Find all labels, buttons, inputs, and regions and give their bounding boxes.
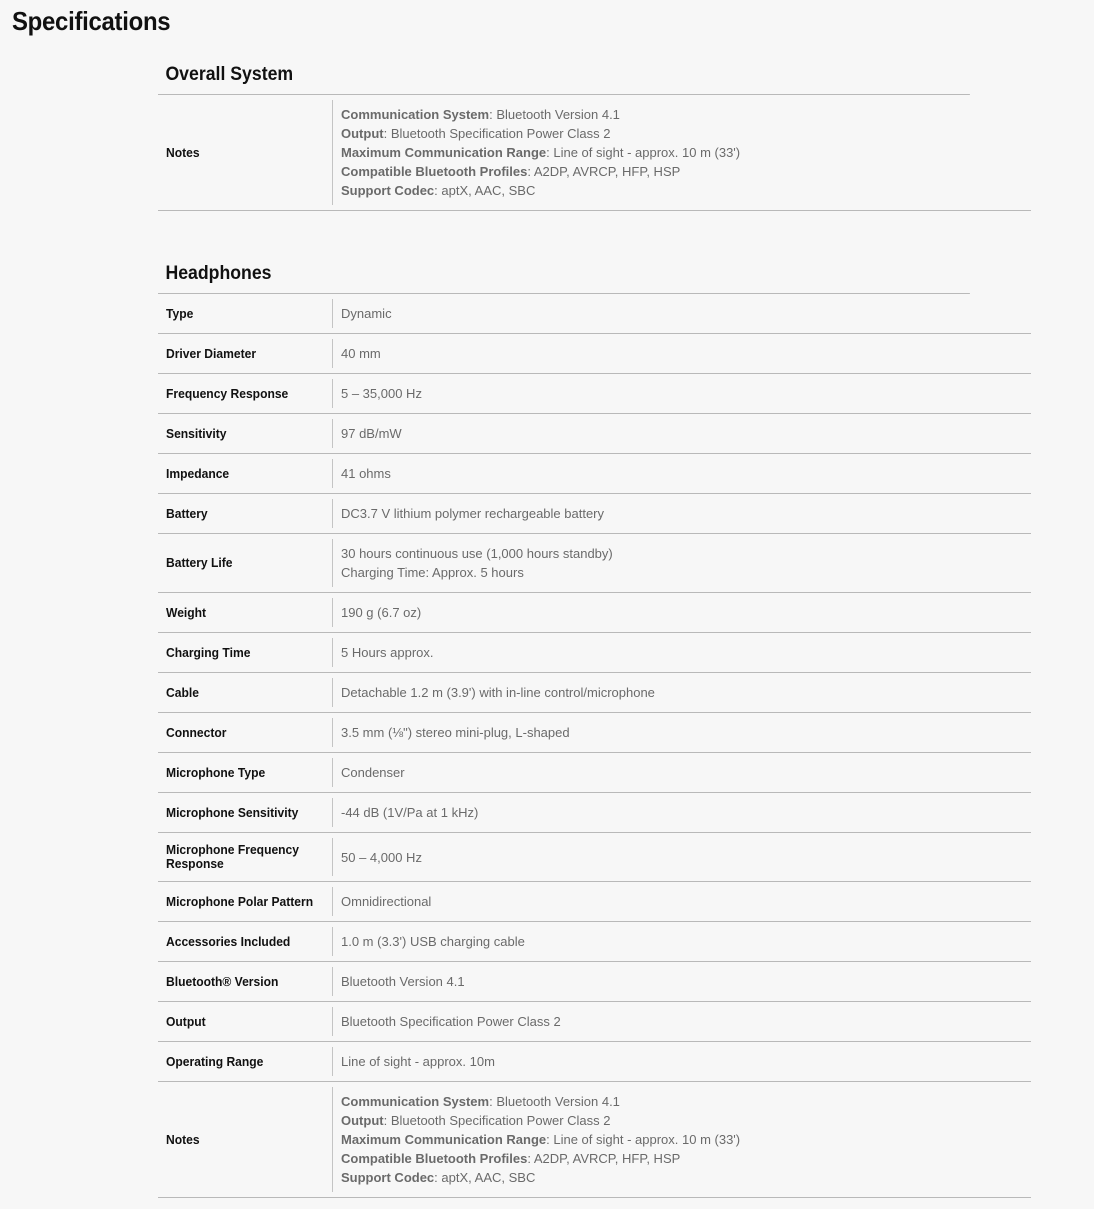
spec-value: Line of sight - approx. 10m xyxy=(332,1042,1031,1082)
spec-value: 50 – 4,000 Hz xyxy=(332,833,1031,882)
spec-label: Weight xyxy=(166,604,207,620)
table-row xyxy=(158,95,1031,211)
spec-value: DC3.7 V lithium polymer rechargeable battery xyxy=(332,494,1031,534)
spec-label: Notes xyxy=(166,1131,200,1147)
overall-system-section xyxy=(158,57,1031,211)
table-row xyxy=(158,673,1031,713)
note-line: Support Codec: aptX, AAC, SBC xyxy=(341,1170,536,1185)
spec-label: Charging Time xyxy=(166,644,251,660)
spec-value: Detachable 1.2 m (3.9') with in-line control/microphone xyxy=(332,673,1031,713)
spec-value: Bluetooth Specification Power Class 2 xyxy=(332,1002,1031,1042)
spec-label: Battery xyxy=(166,505,208,521)
spec-value: 190 g (6.7 oz) xyxy=(332,593,1031,633)
table-row xyxy=(158,454,1031,494)
value-line: Charging Time: Approx. 5 hours xyxy=(341,565,524,580)
table-row xyxy=(158,833,1031,882)
note-line: Output: Bluetooth Specification Power Class 2 xyxy=(341,1113,611,1128)
table-row xyxy=(158,414,1031,454)
spec-label: Bluetooth® Version xyxy=(166,973,279,989)
note-line: Output: Bluetooth Specification Power Class 2 xyxy=(341,126,611,141)
table-row xyxy=(158,593,1031,633)
spec-label: Microphone Type xyxy=(166,764,266,780)
note-line: Compatible Bluetooth Profiles: A2DP, AVRCP, HFP, HSP xyxy=(341,164,681,179)
spec-value: 5 Hours approx. xyxy=(332,633,1031,673)
note-line: Compatible Bluetooth Profiles: A2DP, AVRCP, HFP, HSP xyxy=(341,1151,681,1166)
spec-label: Driver Diameter xyxy=(166,345,257,361)
table-row xyxy=(158,334,1031,374)
overall-system-table xyxy=(158,95,1031,211)
table-row xyxy=(158,962,1031,1002)
table-row xyxy=(158,1082,1031,1198)
section-title-headphones: Headphones xyxy=(158,256,970,294)
table-row xyxy=(158,374,1031,414)
spec-value: 41 ohms xyxy=(332,454,1031,494)
spec-label: Microphone Sensitivity xyxy=(166,804,299,820)
spec-value-notes xyxy=(332,1082,1031,1198)
spec-value: 40 mm xyxy=(332,334,1031,374)
table-row xyxy=(158,494,1031,534)
table-row xyxy=(158,1042,1031,1082)
spec-label: Frequency Response xyxy=(166,385,289,401)
spec-label: Type xyxy=(166,305,194,321)
section-title-overall-system: Overall System xyxy=(158,57,970,95)
spec-label: Notes xyxy=(166,144,200,160)
spec-value: 5 – 35,000 Hz xyxy=(332,374,1031,414)
page-title: Specifications xyxy=(12,6,171,36)
spec-label: Output xyxy=(166,1013,206,1029)
spec-label: Cable xyxy=(166,684,199,700)
spec-value: Dynamic xyxy=(332,294,1031,334)
spec-value: -44 dB (1V/Pa at 1 kHz) xyxy=(332,793,1031,833)
spec-value: 97 dB/mW xyxy=(332,414,1031,454)
note-line: Maximum Communication Range: Line of sight - approx. 10 m (33') xyxy=(341,1132,741,1147)
spec-label: Operating Range xyxy=(166,1053,264,1069)
spec-value: Condenser xyxy=(332,753,1031,793)
table-row xyxy=(158,713,1031,753)
spec-value: Omnidirectional xyxy=(332,882,1031,922)
table-row xyxy=(158,294,1031,334)
spec-label: Sensitivity xyxy=(166,425,227,441)
note-line: Communication System: Bluetooth Version 4.1 xyxy=(341,107,620,122)
table-row xyxy=(158,633,1031,673)
spec-label: Battery Life xyxy=(166,555,233,570)
spec-value: 1.0 m (3.3') USB charging cable xyxy=(332,922,1031,962)
spec-value: Bluetooth Version 4.1 xyxy=(332,962,1031,1002)
table-row xyxy=(158,1002,1031,1042)
spec-value xyxy=(332,534,1031,593)
spec-label: Microphone Polar Pattern xyxy=(166,893,314,909)
spec-value: 3.5 mm (⅛") stereo mini-plug, L-shaped xyxy=(332,713,1031,753)
table-row xyxy=(158,882,1031,922)
note-line: Maximum Communication Range: Line of sight - approx. 10 m (33') xyxy=(341,145,741,160)
spec-label: Impedance xyxy=(166,465,230,481)
table-row xyxy=(158,753,1031,793)
note-line: Communication System: Bluetooth Version 4.1 xyxy=(341,1094,620,1109)
note-line: Support Codec: aptX, AAC, SBC xyxy=(341,183,536,198)
headphones-table xyxy=(158,294,1031,1198)
headphones-section xyxy=(158,256,1031,1198)
value-line: 30 hours continuous use (1,000 hours standby) xyxy=(341,546,613,561)
table-row xyxy=(158,922,1031,962)
table-row xyxy=(158,793,1031,833)
spec-label: Connector xyxy=(166,724,227,740)
table-row xyxy=(158,534,1031,593)
spec-label: Accessories Included xyxy=(166,933,291,949)
spec-label: Microphone Frequency Response xyxy=(166,842,300,871)
spec-value-notes xyxy=(332,95,1031,211)
